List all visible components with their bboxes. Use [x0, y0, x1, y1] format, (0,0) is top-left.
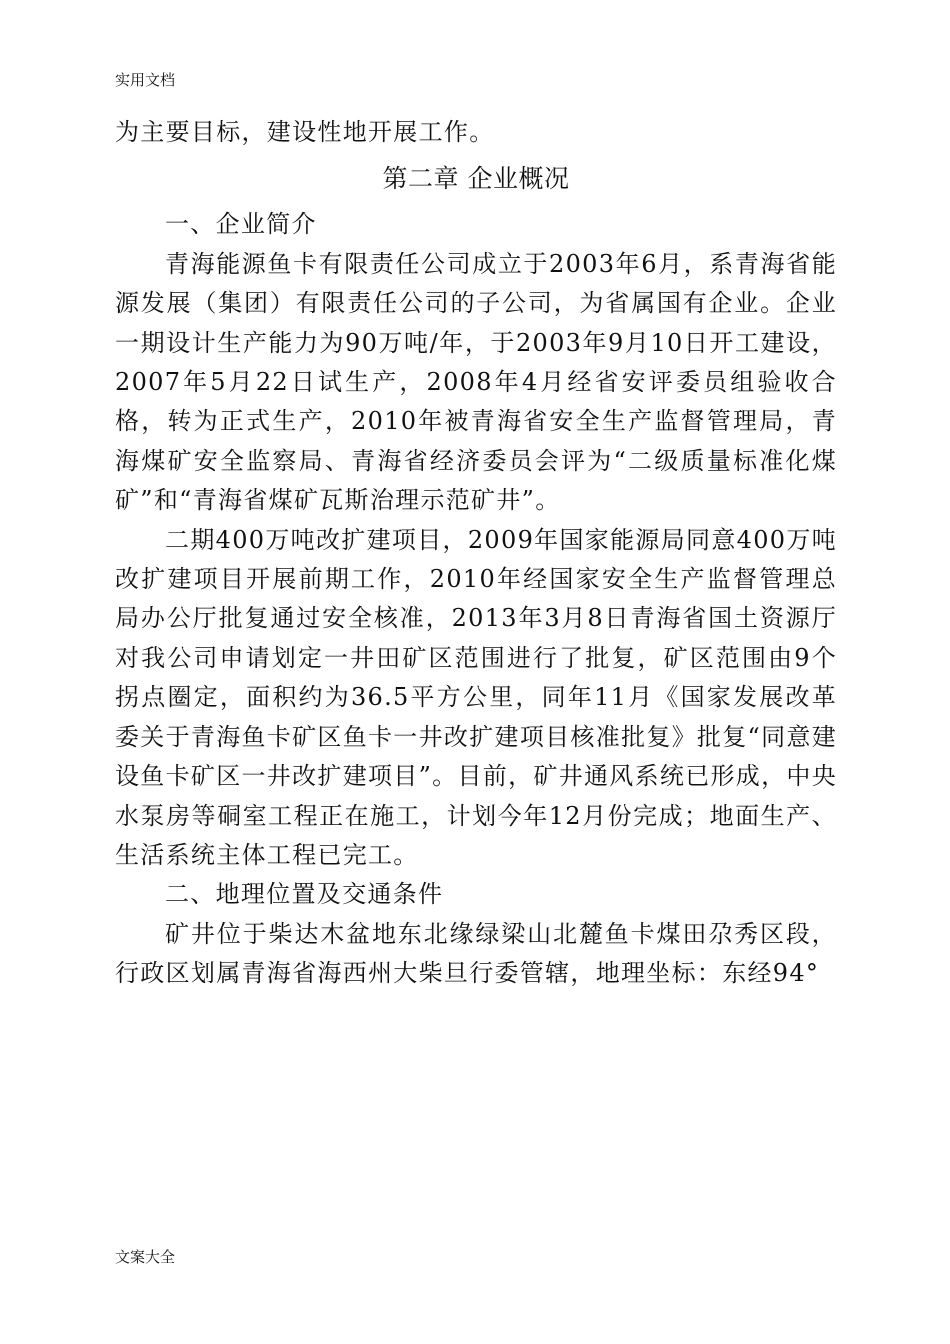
page-footer: 文案大全	[115, 1248, 176, 1266]
paragraph-expansion-project: 二期400万吨改扩建项目，2009年国家能源局同意400万吨改扩建项目开展前期工作，2010年经国家安全生产监督管理总局办公厅批复通过安全核准，2013年3月8日青海省国土资源厅对我公司申请划定一井田矿区范围进行了批复，矿区范围由9个拐点圈定，面积约为36.5平方公里，同年11月《国家发展改革委关于青海鱼卡矿区鱼卡一井改扩建项目核准批复》批复“同意建设鱼卡矿区一井改扩建项目”。目前，矿井通风系统已形成，中央水泵房等硐室工程正在施工，计划今年12月份完成；地面生产、生活系统主体工程已完工。	[115, 525, 837, 869]
page-header: 实用文档	[115, 71, 176, 89]
paragraph-company-overview: 青海能源鱼卡有限责任公司成立于2003年6月，系青海省能源发展（集团）有限责任公司的子公司，为省属国有企业。企业一期设计生产能力为90万吨/年，于2003年9月10日开工建设，2007年5月22日试生产，2008年4月经省安评委员组验收合格，转为正式生产，2010年被青海省安全生产监督管理局，青海煤矿安全监察局、青海省经济委员会评为“二级质量标准化煤矿”和“青海省煤矿瓦斯治理示范矿井”。	[115, 249, 837, 515]
section-heading-company-intro: 一、企业简介	[165, 210, 317, 239]
continuation-line: 为主要目标，建设性地开展工作。	[115, 118, 495, 146]
section-heading-location-transport: 二、地理位置及交通条件	[165, 880, 444, 909]
document-body	[115, 113, 837, 994]
chapter-title: 第二章 企业概况	[382, 164, 570, 194]
paragraph-location: 矿井位于柴达木盆地东北缘绿梁山北麓鱼卡煤田尕秀区段，行政区划属青海省海西州大柴旦行委管辖，地理坐标：东经94°	[115, 919, 837, 988]
